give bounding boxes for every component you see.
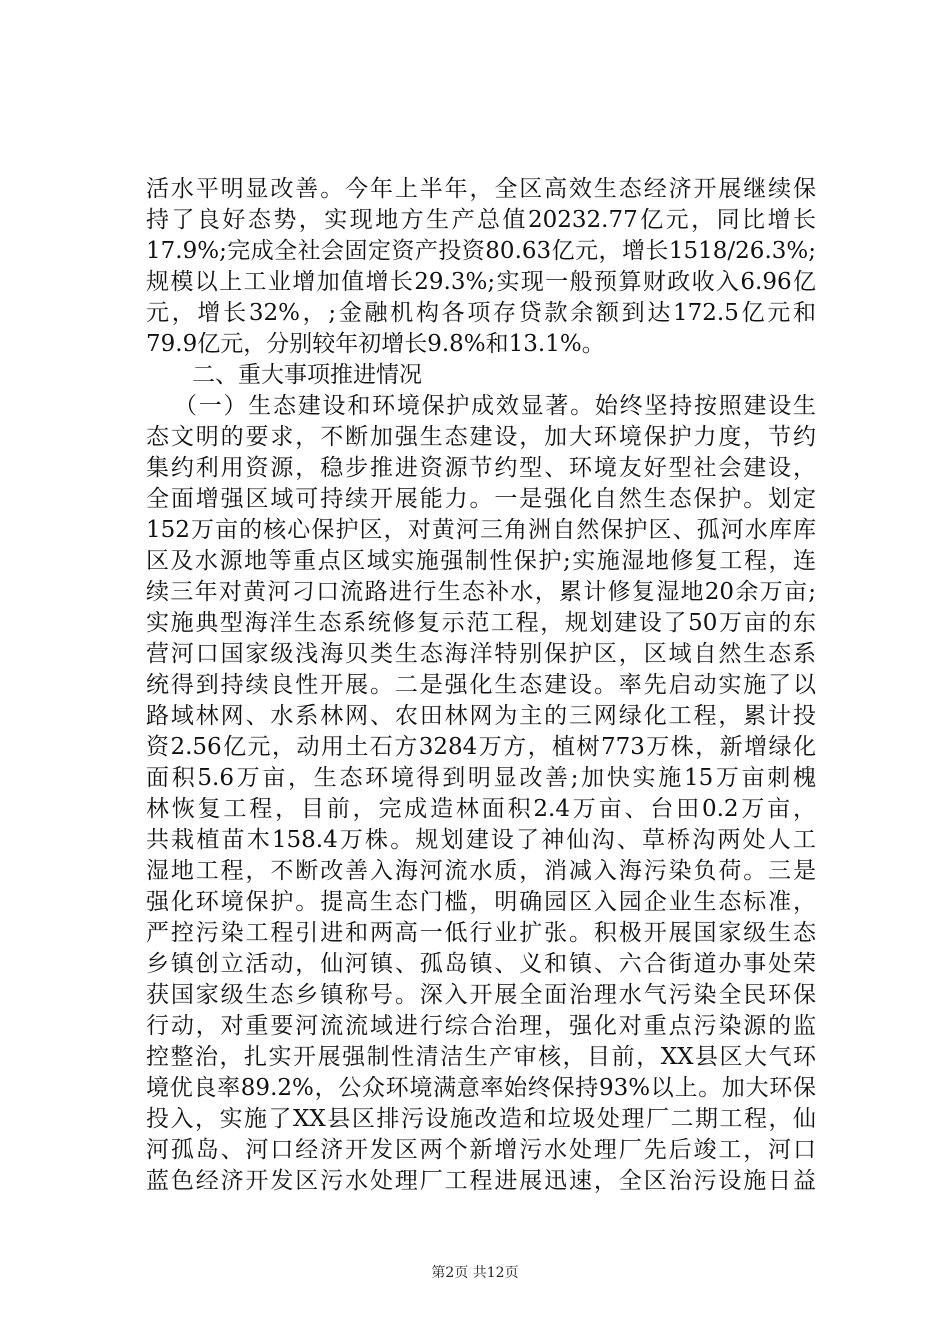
text-line: 17.9%;完成全社会固定资产投资80.63亿元，增长1518/26.3%; xyxy=(146,238,816,264)
text-line: 元，增长32%，;金融机构各项存贷款余额到达172.5亿元和 xyxy=(146,300,816,326)
text-line: 区及水源地等重点区域实施强制性保护;实施湿地修复工程，连 xyxy=(146,548,816,574)
text-line: 获国家级生态乡镇称号。深入开展全面治理水气污染全民环保 xyxy=(146,982,816,1008)
text-line: 持了良好态势，实现地方生产总值20232.77亿元，同比增长 xyxy=(146,207,816,233)
paragraph-ecology xyxy=(146,391,816,1197)
text-line: 集约利用资源，稳步推进资源节约型、环境友好型社会建设， xyxy=(146,455,816,481)
page-footer xyxy=(0,1262,950,1282)
text-line: 统得到持续良性开展。二是强化生态建设。率先启动实施了以 xyxy=(146,672,816,698)
text-line: 实施典型海洋生态系统修复示范工程，规划建设了50万亩的东 xyxy=(146,610,816,636)
text-line: 152万亩的核心保护区，对黄河三角洲自然保护区、孤河水库库 xyxy=(146,517,816,543)
text-line: 营河口国家级浅海贝类生态海洋特别保护区，区域自然生态系 xyxy=(146,641,816,667)
section-heading: 二、重大事项推进情况 xyxy=(192,362,422,388)
text-line: 路域林网、水系林网、农田林网为主的三网绿化工程，累计投 xyxy=(146,703,816,729)
text-line: 投入，实施了XX县区排污设施改造和垃圾处理厂二期工程，仙 xyxy=(146,1106,816,1132)
text-line: （一）生态建设和环境保护成效显著。始终坚持按照建设生 xyxy=(174,393,816,419)
text-line: 河孤岛、河口经济开发区两个新增污水处理厂先后竣工，河口 xyxy=(146,1137,816,1163)
text-line: 资2.56亿元，动用土石方3284万方，植树773万株，新增绿化 xyxy=(146,734,816,760)
text-line: 活水平明显改善。今年上半年，全区高效生态经济开展继续保 xyxy=(146,176,816,202)
page-number: 第2页 共12页 xyxy=(431,1265,519,1281)
text-line: 控整治，扎实开展强制性清洁生产审核，目前，XX县区大气环 xyxy=(146,1044,816,1070)
text-line: 湿地工程，不断改善入海河流水质，消减入海污染负荷。三是 xyxy=(146,858,816,884)
document-body xyxy=(146,174,816,1197)
text-line: 蓝色经济开发区污水处理厂工程进展迅速，全区治污设施日益 xyxy=(146,1168,816,1194)
text-line: 境优良率89.2%，公众环境满意率始终保持93%以上。加大环保 xyxy=(146,1075,816,1101)
text-line: 行动，对重要河流流域进行综合治理，强化对重点污染源的监 xyxy=(146,1013,816,1039)
text-line: 续三年对黄河刁口流路进行生态补水，累计修复湿地20余万亩; xyxy=(146,579,816,605)
text-line: 79.9亿元，分别较年初增长9.8%和13.1%。 xyxy=(146,331,605,357)
text-line: 共栽植苗木158.4万株。规划建设了神仙沟、草桥沟两处人工 xyxy=(146,827,816,853)
text-line: 全面增强区域可持续开展能力。一是强化自然生态保护。划定 xyxy=(146,486,816,512)
text-line: 乡镇创立活动，仙河镇、孤岛镇、义和镇、六合街道办事处荣 xyxy=(146,951,816,977)
text-line: 强化环境保护。提高生态门槛，明确园区入园企业生态标准， xyxy=(146,889,816,915)
text-line: 严控污染工程引进和两高一低行业扩张。积极开展国家级生态 xyxy=(146,920,816,946)
text-line: 面积5.6万亩，生态环境得到明显改善;加快实施15万亩刺槐 xyxy=(146,765,816,791)
text-line: 规模以上工业增加值增长29.3%;实现一般预算财政收入6.96亿 xyxy=(146,269,816,295)
paragraph-economy xyxy=(146,174,816,360)
text-line: 林恢复工程，目前，完成造林面积2.4万亩、台田0.2万亩， xyxy=(146,796,816,822)
text-line: 态文明的要求，不断加强生态建设，加大环境保护力度，节约 xyxy=(146,424,816,450)
